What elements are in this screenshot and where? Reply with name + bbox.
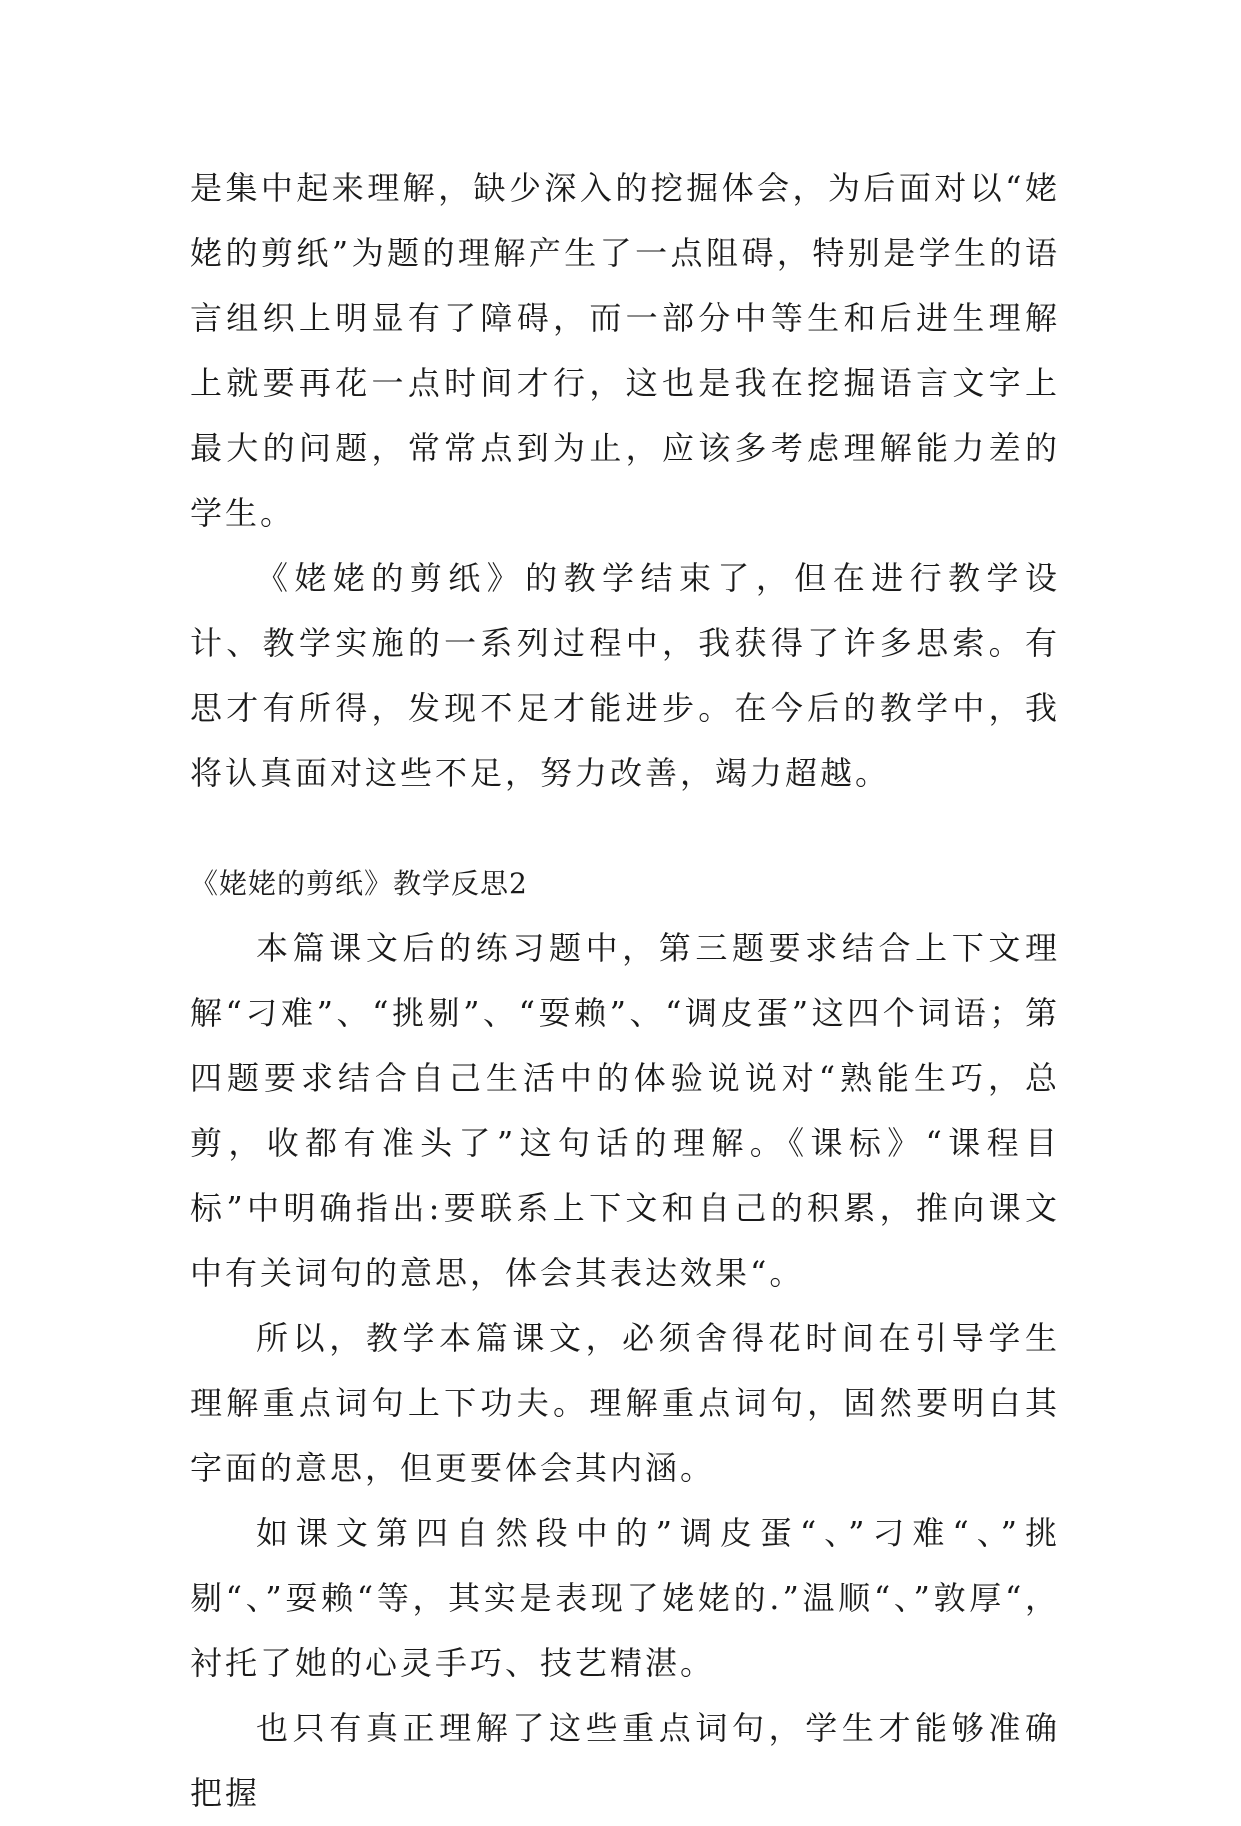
paragraph-teaching-approach: 所以，教学本篇课文，必须舍得花时间在引导学生理解重点词句上下功夫。理解重点词句，固然要明白其字面的意思，但更要体会其内涵。 (190, 1319, 1060, 1487)
paragraph-example-words: 如课文第四自然段中的”调皮蛋“、”刁难“、”挑剔“、”耍赖“等，其实是表现了姥姥的.”温顺“、”敦厚“，衬托了她的心灵手巧、技艺精湛。 (190, 1514, 1060, 1682)
paragraph-continuation: 是集中起来理解，缺少深入的挖掘体会，为后面对以“姥姥的剪纸”为题的理解产生了一点阻碍，特别是学生的语言组织上明显有了障碍，而一部分中等生和后进生理解上就要再花一点时间才行，这也是我在挖掘语言文字上最大的问题，常常点到为止，应该多考虑理解能力差的学生。 (190, 169, 1060, 532)
paragraph-conclusion: 《姥姥的剪纸》的教学结束了，但在进行教学设计、教学实施的一系列过程中，我获得了许多思索。有思才有所得，发现不足才能进步。在今后的教学中，我将认真面对这些不足，努力改善，竭力超越。 (190, 559, 1060, 792)
paragraph-exercise-analysis: 本篇课文后的练习题中，第三题要求结合上下文理解“刁难”、“挑剔”、“耍赖”、“调皮蛋”这四个词语；第四题要求结合自己生活中的体验说说对“熟能生巧，总剪，收都有准头了”这句话的理解。《课标》“课程目标”中明确指出:要联系上下文和自己的积累，推向课文中有关词句的意思，体会其表达效果“。 (190, 929, 1060, 1292)
paragraph-final-fragment: 也只有真正理解了这些重点词句，学生才能够准确把握 (190, 1709, 1060, 1812)
section-title: 《姥姥的剪纸》教学反思2 (190, 867, 528, 900)
document-body (190, 156, 1060, 1826)
